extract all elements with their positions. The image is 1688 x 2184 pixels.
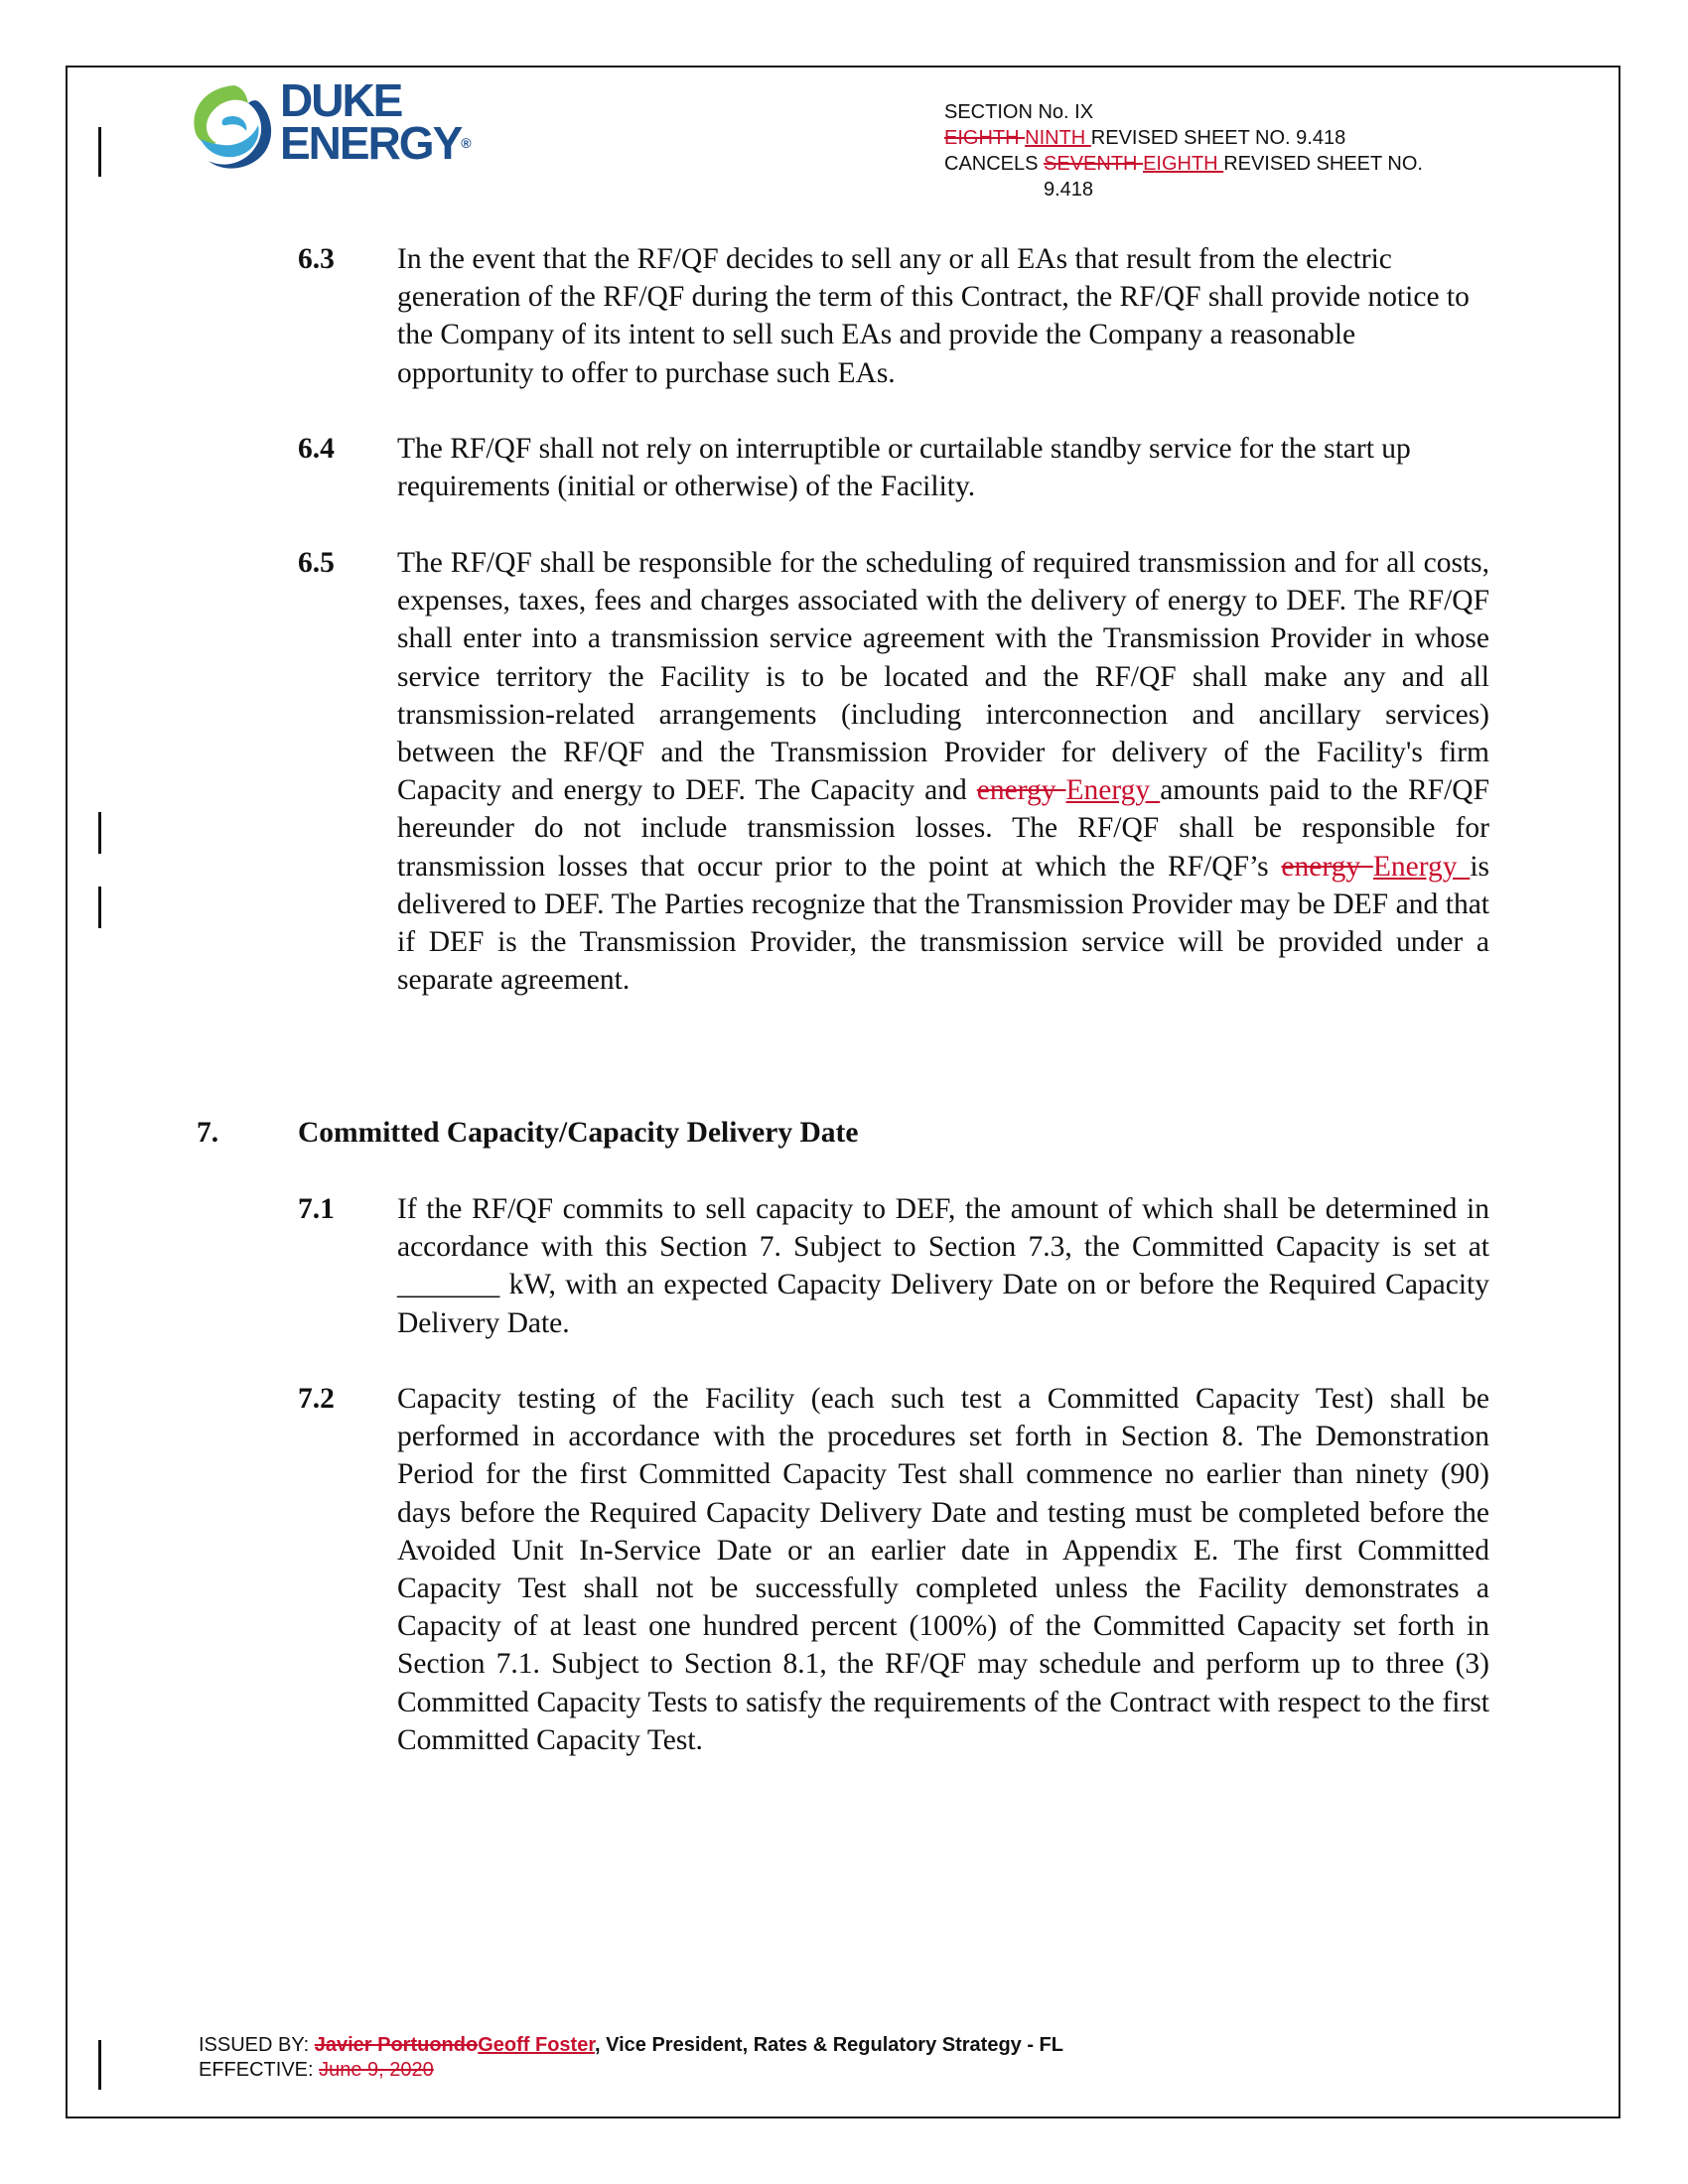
header-text: CANCELS [944, 153, 1045, 175]
issued-footer [199, 2033, 1063, 2083]
deleted-text: SEVENTH [1044, 153, 1144, 175]
inserted-text: Geoff Foster [478, 2034, 595, 2056]
issued-by-label: ISSUED BY: [199, 2034, 315, 2056]
text-run: amounts paid to the RF/QF hereunder do not include transmission losses. The RF/QF shall be responsible for transmission losses that occur prior to the point at which the RF/QF’s [397, 774, 1490, 883]
logo-line-energy: ENERGY [280, 117, 462, 169]
deleted-text: energy [1281, 850, 1373, 883]
deleted-text: EIGHTH [944, 127, 1026, 149]
change-bar [98, 127, 101, 177]
issued-by-line [199, 2033, 1063, 2058]
inserted-text: Energy [1065, 774, 1161, 807]
section-title: Committed Capacity/Capacity Delivery Date [298, 1117, 859, 1149]
paragraph-text [397, 544, 1489, 999]
effective-line [199, 2058, 1063, 2083]
paragraph-number: 7.1 [298, 1193, 335, 1225]
header-section: SECTION No. IX [944, 101, 1094, 123]
section-number: 7. [197, 1117, 219, 1149]
paragraph-number: 6.4 [298, 433, 335, 465]
deleted-text: June 9, 2020 [319, 2059, 434, 2081]
paragraph-text: Capacity testing of the Facility (each such test a Committed Capacity Test) shall be performed in accordance with the procedures set forth in Section 8. The Demonstration Period for the first Committed Capacity Test shall commence no earlier than ninety (90) days before the Required Capacity Delivery Date and testing must be completed before the Avoided Unit In-Service Date or an earlier date in Appendix E. The first Committed Capacity Test shall not be successfully completed unless the Facility demonstrates a Capacity of at least one hundred percent (100%) of the Committed Capacity set forth in Section 7.1. Subject to Section 8.1, the RF/QF may schedule and perform up to three (3) Committed Capacity Tests to satisfy the requirements of the Contract with respect to the first Committed Capacity Test. [397, 1383, 1489, 1756]
duke-energy-logo [187, 74, 485, 187]
paragraph-number: 6.5 [298, 547, 335, 579]
paragraph-number: 7.2 [298, 1383, 335, 1415]
text-run: is delivered to DEF. The Parties recognize that the Transmission Provider may be DEF and that if DEF is the Transmission Provider, the transmission service will be provided under a separate agreement. [397, 850, 1489, 997]
inserted-text: EIGHTH [1143, 153, 1224, 175]
effective-label: EFFECTIVE: [199, 2059, 320, 2081]
header-sheet-number: 9.418 [1044, 179, 1094, 201]
inserted-text: Energy [1372, 850, 1471, 883]
logo-line-duke: DUKE [280, 74, 402, 126]
paragraph-6-3 [298, 240, 1489, 392]
paragraph-text: In the event that the RF/QF decides to sell any or all EAs that result from the electric generation of the RF/QF during the term of this Contract, the RF/QF shall provide notice to the Company of its intent to sell such EAs and provide the Company a reasonable opportunity to offer to purchase such EAs. [397, 243, 1470, 389]
section-7-heading [197, 1114, 858, 1152]
issuer-title: , Vice President, Rates & Regulatory Strategy - FL [595, 2034, 1063, 2056]
paragraph-7-1 [298, 1190, 1489, 1342]
logo-registered-mark: ® [461, 135, 472, 151]
paragraph-7-2 [298, 1380, 1489, 1759]
paragraph-6-4 [298, 430, 1489, 505]
header-revised-sheet [944, 125, 1423, 151]
text-run: The RF/QF shall be responsible for the scheduling of required transmission and for all costs, expenses, taxes, fees and charges associated with the delivery of energy to DEF. The RF/QF shall enter into a transmission service agreement with the Transmission Provider in whose service territory the Facility is to be located and the RF/QF shall make any and all transmission-related arrangements (including interconnection and ancillary services) between the RF/QF and the Transmission Provider for delivery of the Facility's firm Capacity and energy to DEF. The Capacity and [397, 547, 1489, 807]
paragraph-text: The RF/QF shall not rely on interruptible or curtailable standby service for the start up requirements (initial or otherwise) of the Facility. [397, 433, 1411, 503]
paragraph-6-5 [298, 544, 1489, 999]
header-text: REVISED SHEET NO. 9.418 [1090, 127, 1346, 149]
sheet-header [944, 99, 1423, 203]
change-bar [98, 2040, 101, 2090]
header-text: REVISED SHEET NO. [1223, 153, 1423, 175]
change-bar [98, 887, 101, 928]
logo-swirl-icon [187, 77, 276, 177]
paragraph-text: If the RF/QF commits to sell capacity to DEF, the amount of which shall be determined in accordance with this Section 7. Subject to Section 7.3, the Committed Capacity is set at _______ kW, with an expected Capacity Delivery Date on or before the Required Capacity Delivery Date. [397, 1193, 1489, 1339]
paragraph-number: 6.3 [298, 243, 335, 275]
logo-wordmark [280, 74, 472, 169]
deleted-text: Javier Portuondo [314, 2034, 479, 2056]
change-bar [98, 812, 101, 854]
header-cancels-sheet [944, 151, 1423, 177]
inserted-text: NINTH [1025, 127, 1091, 149]
deleted-text: energy [976, 774, 1066, 807]
